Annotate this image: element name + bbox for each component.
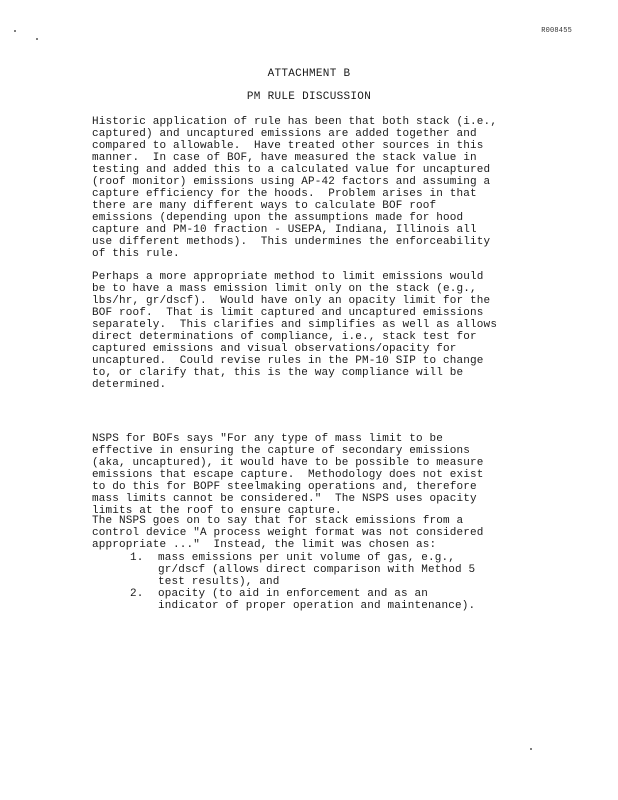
text-line: opacity (to aid in enforcement and as an [158,588,429,600]
text-line: direct determinations of compliance, i.e., stack test for [92,331,477,343]
list-item [130,552,475,588]
list-item-body [158,552,475,588]
text-line: emissions that escape capture. Methodology does not exist [92,469,484,481]
text-line: mass limits cannot be considered." The NSPS uses opacity [92,493,477,505]
text-line: there are many different ways to calculate BOF roof [92,200,437,212]
document-id: R008455 [541,27,572,35]
text-line: manner. In case of BOF, have measured the stack value in [92,152,477,164]
subtitle: PM RULE DISCUSSION [246,91,372,103]
text-line: use different methods). This undermines the enforceability [92,236,491,248]
text-line: The NSPS goes on to say that for stack emissions from a [92,515,464,527]
list-marker: 1. [130,552,144,564]
paragraph-appropriate-method [92,271,497,391]
scan-speck [14,30,16,32]
text-line: NSPS for BOFs says "For any type of mass limit to be [92,433,444,445]
text-line: appropriate ..." Instead, the limit was chosen as: [92,539,437,551]
list-item-body [158,588,475,612]
text-line: BOF roof. That is limit captured and uncaptured emissions [92,307,484,319]
text-line: limits at the roof to ensure capture. [92,505,342,517]
text-line: test results), and [158,576,280,588]
scan-speck [530,748,532,750]
attachment-title: ATTACHMENT B [267,68,351,80]
text-line: compared to allowable. Have treated other sources in this [92,140,484,152]
text-line: Perhaps a more appropriate method to limit emissions would [92,271,484,283]
text-line: (roof monitor) emissions using AP-42 factors and assuming a [92,176,491,188]
text-line: determined. [92,379,167,391]
text-line: Historic application of rule has been that both stack (i.e., [92,116,498,128]
text-line: mass emissions per unit volume of gas, e.g., [158,552,456,564]
text-line: capture efficiency for the hoods. Problem arises in that [92,188,477,200]
text-line: capture and PM-10 fraction - USEPA, Indiana, Illinois all [92,224,477,236]
list-marker: 2. [130,588,144,600]
text-line: captured) and uncaptured emissions are added together and [92,128,477,140]
list-item [130,588,475,612]
text-line: of this rule. [92,248,180,260]
text-line: separately. This clarifies and simplifies as well as allows [92,319,498,331]
text-line: effective in ensuring the capture of secondary emissions [92,445,471,457]
limit-criteria-list [130,552,475,612]
paragraph-nsps-stack [92,515,484,551]
text-line: gr/dscf (allows direct comparison with Method 5 [158,564,476,576]
text-line: testing and added this to a calculated value for uncaptured [92,164,491,176]
paragraph-historic-application [92,116,497,260]
text-line: (aka, uncaptured), it would have to be possible to measure [92,457,484,469]
text-line: be to have a mass emission limit only on the stack (e.g., [92,283,477,295]
text-line: control device "A process weight format was not considered [92,527,484,539]
text-line: indicator of proper operation and maintenance). [158,600,476,612]
text-line: lbs/hr, gr/dscf). Would have only an opacity limit for the [92,295,491,307]
text-line: emissions (depending upon the assumptions made for hood [92,212,464,224]
scan-speck [36,38,38,40]
text-line: uncaptured. Could revise rules in the PM-10 SIP to change [92,355,484,367]
paragraph-nsps-bofs [92,433,484,517]
text-line: to, or clarify that, this is the way compliance will be [92,367,464,379]
text-line: to do this for BOPF steelmaking operations and, therefore [92,481,477,493]
text-line: captured emissions and visual observations/opacity for [92,343,457,355]
